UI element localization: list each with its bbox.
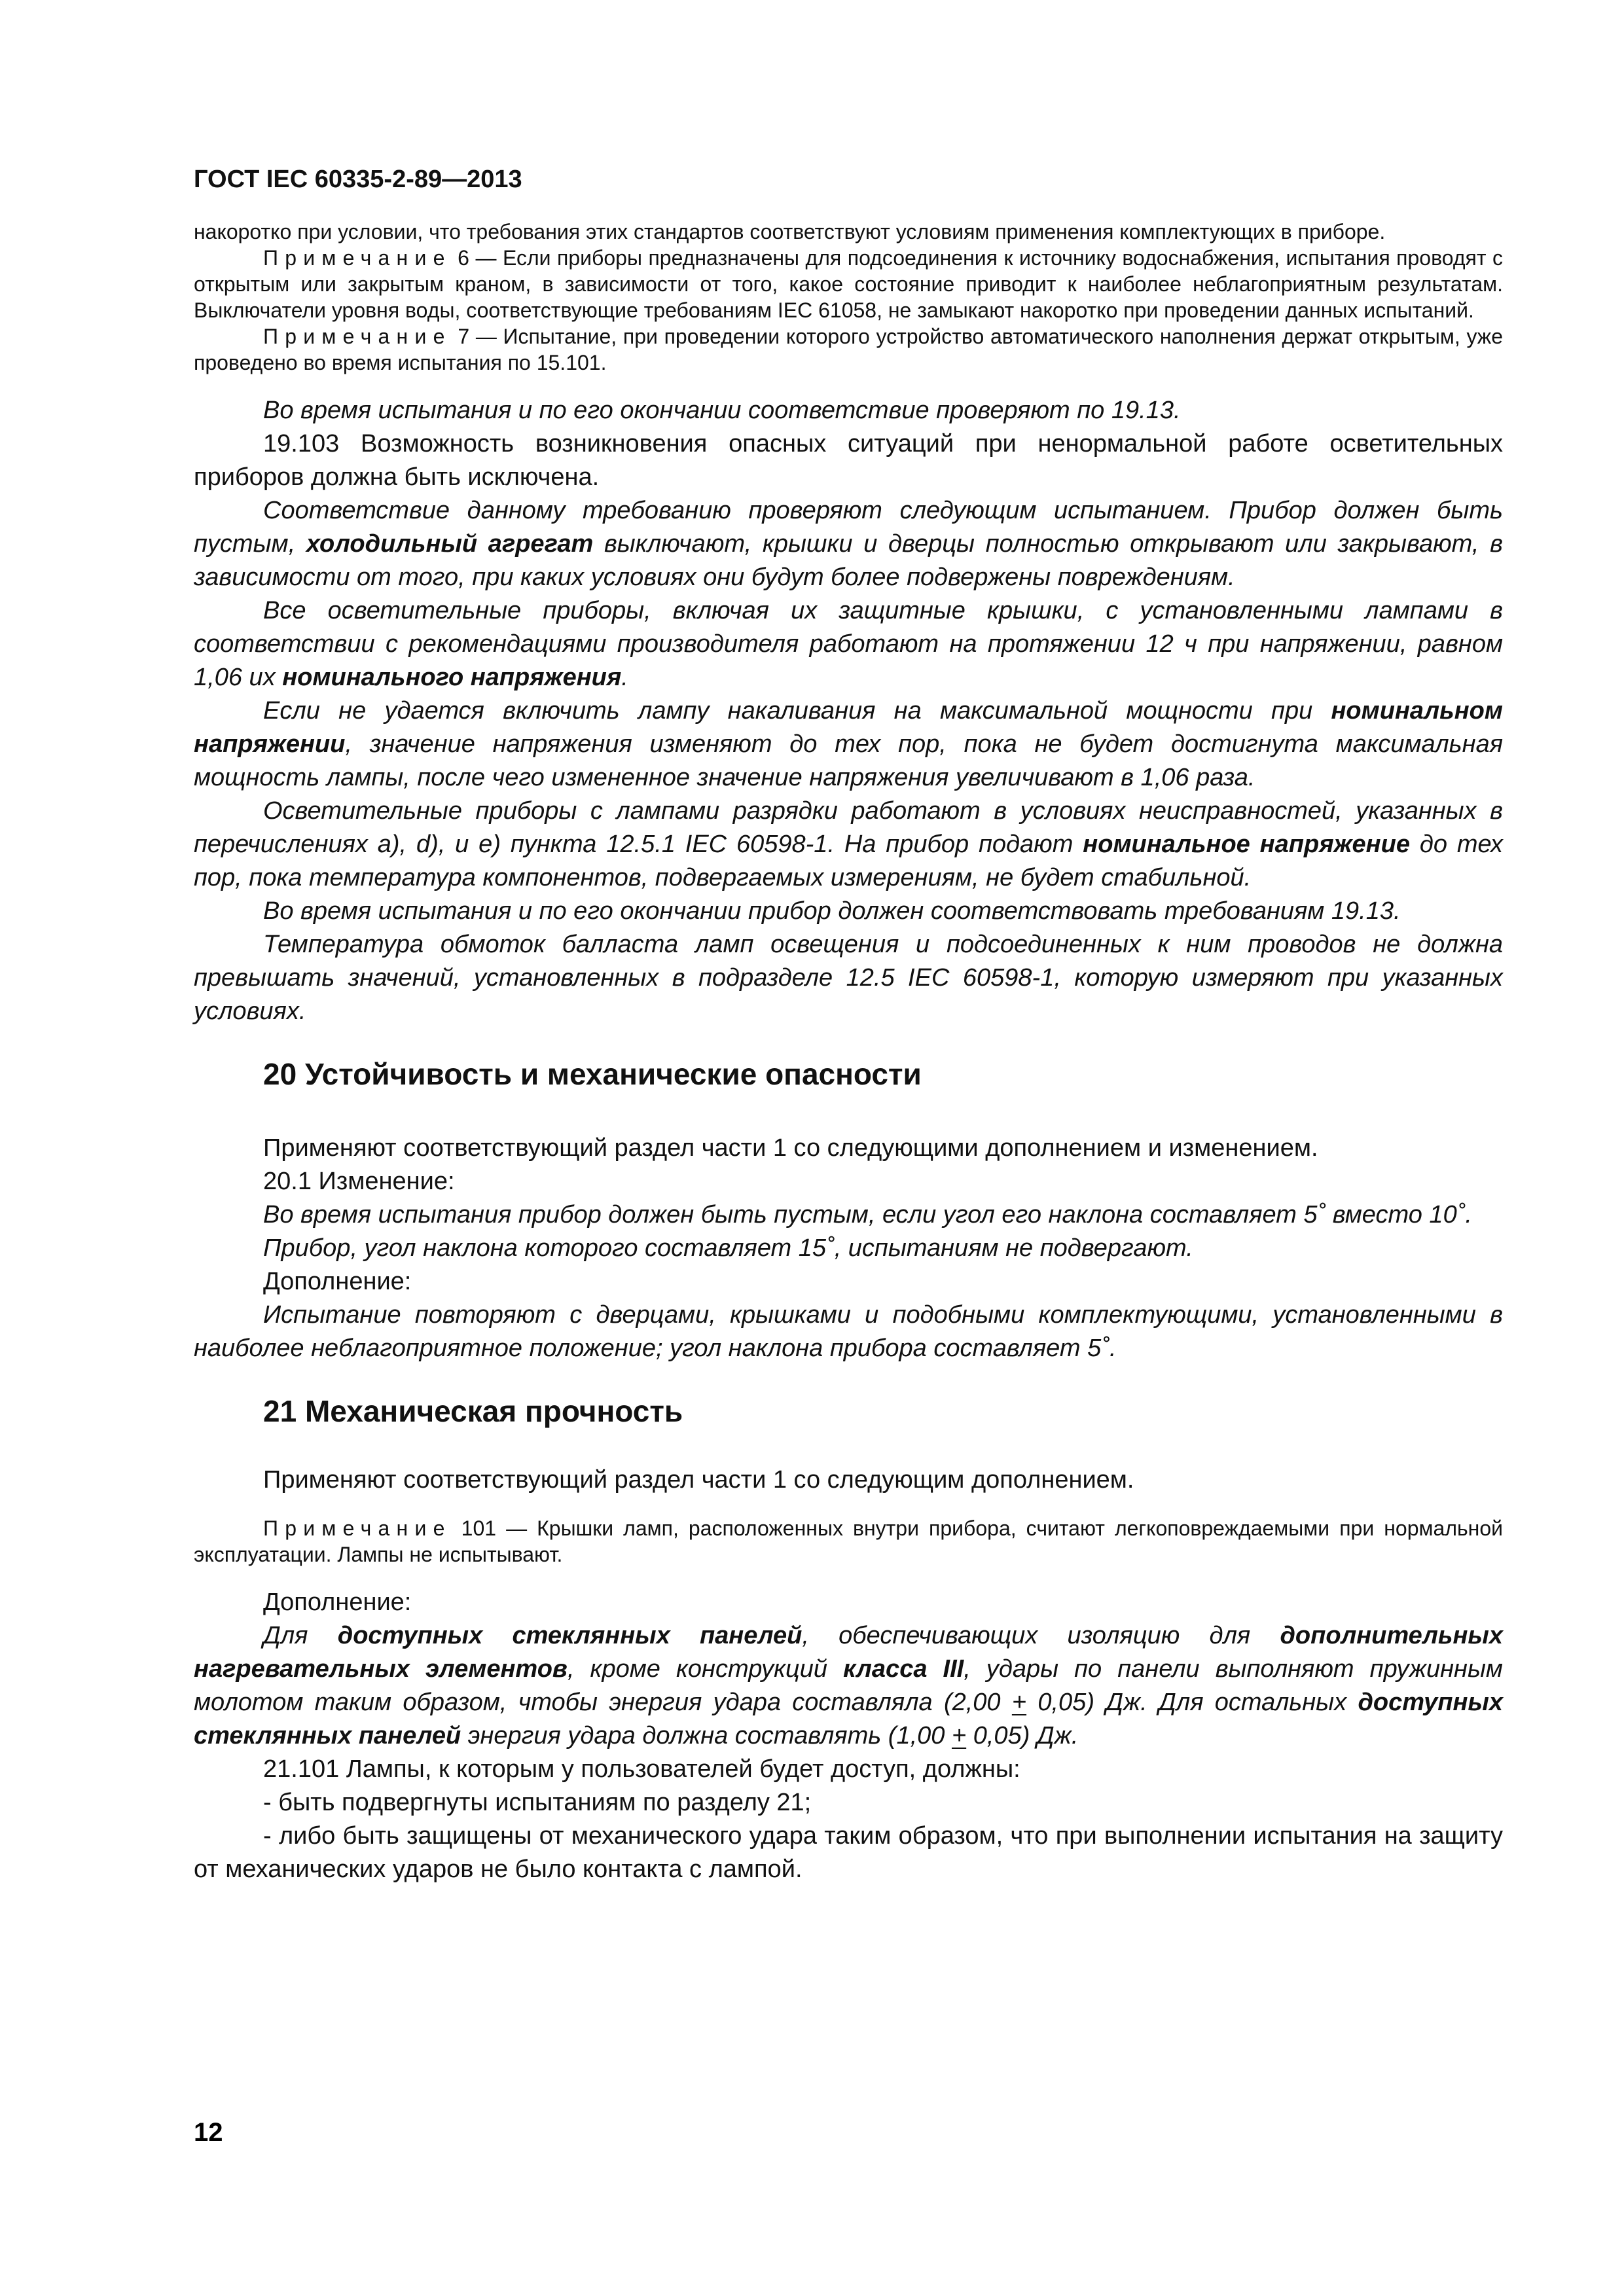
note-text: 101 — Крышки ламп, расположенных внутри прибора, считают легкоповреждаемыми при нормальной эксплуатации. Лампы не испытывают. [194,1516,1503,1566]
clause-21-101: 21.101 Лампы, к которым у пользователей будет доступ, должны: [263,1755,1020,1783]
paragraph: Температура обмоток балласта ламп освещения и подсоединенных к ним проводов не должна превышать значений, установленных в подразделе 12.5 IEC 60598-1, которую измеряют при указанных условиях. [194,931,1503,1025]
clause-20-1: 20.1 Изменение: [263,1168,455,1195]
text-run: энергия удара должна составлять (1,00 [461,1722,952,1749]
paragraph: Дополнение: [263,1268,412,1295]
note-7 [194,323,1503,376]
list-item: - либо быть защищены от механического удара таким образом, что при выполнении испытания на защиту от механических ударов не было контакта с лампой. [194,1822,1503,1883]
text-run: 0,05) Дж. Для остальных [1026,1689,1358,1716]
plus-minus-sign: + [951,1722,967,1749]
paragraph [194,594,1503,694]
text-run: , удары по панели выполняют пружинным молотом таким образом, чтобы энергия удара составляла (2,00 [194,1655,1503,1716]
paragraph: Во время испытания и по его окончании соответствие проверяют по 19.13. [263,397,1181,424]
paragraph [194,1619,1503,1753]
paragraph [194,694,1503,795]
text-run: , обеспечивающих изоляцию для [802,1622,1280,1649]
defined-term: номинальном напряжении [194,697,1503,758]
text-run: Все осветительные приборы, включая их защитные крышки, с установленными лампами в соответствии с рекомендациями производителя работают на протяжении 12 ч при напряжении, равном 1,06 их [194,597,1503,691]
note-101 [194,1515,1503,1568]
paragraph: Во время испытания прибор должен быть пустым, если угол его наклона составляет 5˚ вместо 10˚. [263,1201,1472,1229]
text-run: . [621,664,628,691]
paragraph [194,795,1503,895]
page-number: 12 [194,2118,223,2147]
note-text: 7 — Испытание, при проведении которого устройство автоматического наполнения держат открытым, уже проведено во время испытания по 15.101. [194,325,1503,374]
text-run: Если не удается включить лампу накаливания на максимальной мощности при [263,697,1331,725]
text-run: выключают, крышки и дверцы полностью открывают или закрывают, в зависимости от того, при каких условиях они будут более подвержены повреждениям. [194,530,1503,591]
defined-term: доступных стеклянных панелей [194,1689,1503,1749]
text-run: Для [263,1622,338,1649]
defined-term: дополнительных нагревательных элементов [194,1622,1503,1683]
defined-term: номинального напряжения [282,664,622,691]
note-text: 6 — Если приборы предназначены для подсоединения к источнику водоснабжения, испытания проводят с открытым или закрытым краном, в зависимости от того, какое состояние приводит к наиболее неблагоприятным результатам. Выключатели уровня воды, соответствующие требованиям IEC 61058, не замыкают накоротко при проведении данных испытаний. [194,246,1503,322]
paragraph: Испытание повторяют с дверцами, крышками и подобными комплектующими, установленными в наиболее неблагоприятное положение; угол наклона прибора составляет 5˚. [194,1301,1503,1362]
defined-term: доступных стеклянных панелей [337,1622,803,1649]
text-run: 0,05) Дж. [966,1722,1079,1749]
paragraph [194,494,1503,594]
defined-term: номинальное напряжение [1083,831,1410,858]
paragraph-continuation: накоротко при условии, что требования этих стандартов соответствуют условиям применения комплектующих в приборе. [194,220,1386,243]
list-item: - быть подвергнуты испытаниям по разделу 21; [263,1789,812,1816]
paragraph: Прибор, угол наклона которого составляет 15˚, испытаниям не подвергают. [263,1234,1193,1262]
note-label: Примечание [263,246,452,270]
note-label: Примечание [263,325,452,348]
text-run: Соответствие данному требованию проверяют следующим испытанием. Прибор должен быть пустым, [194,497,1503,558]
clause-19-103: 19.103 Возможность возникновения опасных ситуаций при ненормальной работе осветительных приборов должна быть исключена. [194,430,1503,491]
text-run: до тех пор, пока температура компонентов, подвергаемых измерениям, не будет стабильной. [194,831,1503,891]
text-run: , кроме конструкций [567,1655,844,1683]
paragraph: Во время испытания и по его окончании прибор должен соответствовать требованиям 19.13. [263,897,1401,925]
document-header: ГОСТ IEC 60335-2-89—2013 [194,166,522,193]
paragraph: Применяют соответствующий раздел части 1 со следующим дополнением. [263,1466,1134,1494]
text-run: , значение напряжения изменяют до тех пор, пока не будет достигнута максимальная мощность лампы, после чего измененное значение напряжения увеличивают в 1,06 раза. [194,730,1503,791]
paragraph: Дополнение: [263,1588,412,1616]
section-title-20: 20 Устойчивость и механические опасности [263,1057,922,1091]
text-run: Осветительные приборы с лампами разрядки работают в условиях неисправностей, указанных в перечислениях а), d), и е) пункта 12.5.1 IEC 60598-1. На прибор подают [194,797,1503,858]
paragraph: Применяют соответствующий раздел части 1 со следующими дополнением и изменением. [263,1134,1318,1162]
plus-minus-sign: + [1011,1689,1027,1716]
note-6 [194,245,1503,323]
note-label: Примечание [263,1516,452,1540]
defined-term: класса III [843,1655,964,1683]
document-page [194,164,1503,1886]
defined-term: холодильный агрегат [306,530,594,558]
section-title-21: 21 Механическая прочность [263,1394,683,1428]
